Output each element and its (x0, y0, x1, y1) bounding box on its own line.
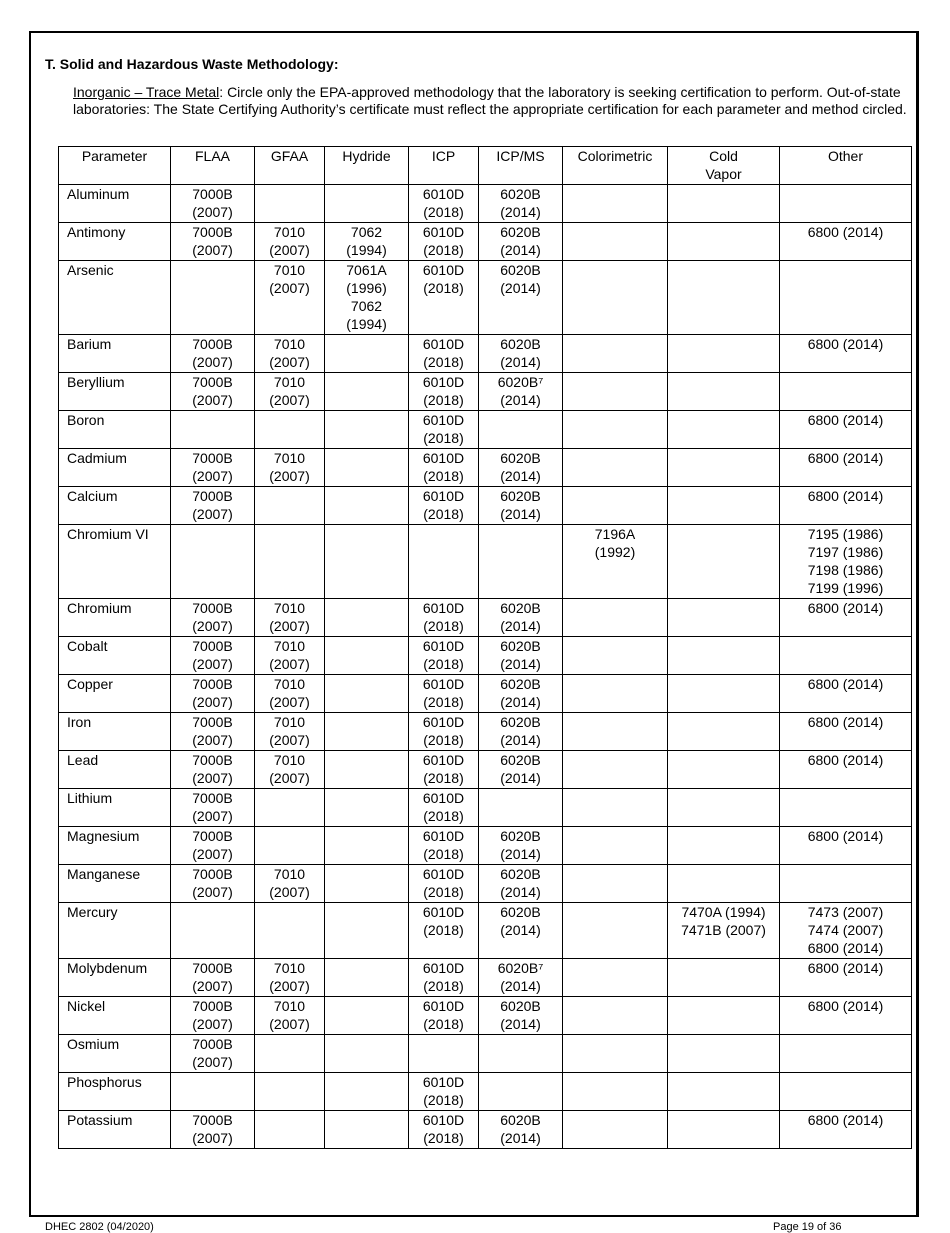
column-header: Hydride (325, 147, 409, 185)
method-cell: 6020B (2014) (479, 1111, 563, 1149)
method-cell (325, 675, 409, 713)
method-cell: 6020B (2014) (479, 827, 563, 865)
table-row (59, 185, 912, 223)
method-cell (563, 261, 668, 335)
method-cell (668, 865, 780, 903)
method-cell (563, 373, 668, 411)
method-cell (325, 525, 409, 599)
method-cell (325, 827, 409, 865)
method-cell (780, 789, 912, 827)
parameter-cell: Chromium VI (59, 525, 171, 599)
method-cell (668, 1111, 780, 1149)
method-cell (255, 1035, 325, 1073)
method-cell: 7000B (2007) (171, 637, 255, 675)
parameter-cell: Beryllium (59, 373, 171, 411)
table-row (59, 959, 912, 997)
method-cell (668, 599, 780, 637)
method-cell: 7473 (2007) 7474 (2007) 6800 (2014) (780, 903, 912, 959)
method-cell: 6010D (2018) (409, 599, 479, 637)
parameter-cell: Manganese (59, 865, 171, 903)
method-cell (409, 1035, 479, 1073)
method-cell (668, 675, 780, 713)
method-cell (668, 1035, 780, 1073)
method-cell: 6020B (2014) (479, 599, 563, 637)
method-cell (479, 411, 563, 449)
parameter-cell: Potassium (59, 1111, 171, 1149)
table-row (59, 1111, 912, 1149)
method-cell: 7000B (2007) (171, 675, 255, 713)
method-cell: 6010D (2018) (409, 713, 479, 751)
method-cell: 7062 (1994) (325, 223, 409, 261)
parameter-cell: Aluminum (59, 185, 171, 223)
method-cell (325, 903, 409, 959)
parameter-cell: Nickel (59, 997, 171, 1035)
method-cell (563, 903, 668, 959)
parameter-cell: Boron (59, 411, 171, 449)
table-row (59, 789, 912, 827)
method-cell (325, 411, 409, 449)
method-cell (563, 185, 668, 223)
method-cell: 7000B (2007) (171, 751, 255, 789)
method-cell (325, 997, 409, 1035)
method-cell: 6010D (2018) (409, 865, 479, 903)
method-cell: 7000B (2007) (171, 997, 255, 1035)
table-row (59, 865, 912, 903)
method-cell (325, 1073, 409, 1111)
column-header: Parameter (59, 147, 171, 185)
method-cell: 7000B (2007) (171, 1111, 255, 1149)
method-cell: 7000B (2007) (171, 1035, 255, 1073)
method-cell: 6010D (2018) (409, 449, 479, 487)
method-cell: 6800 (2014) (780, 1111, 912, 1149)
method-cell (563, 1073, 668, 1111)
parameter-cell: Phosphorus (59, 1073, 171, 1111)
method-cell: 6010D (2018) (409, 223, 479, 261)
method-cell: 7000B (2007) (171, 185, 255, 223)
column-header: ICP/MS (479, 147, 563, 185)
table-row (59, 637, 912, 675)
parameter-cell: Molybdenum (59, 959, 171, 997)
method-cell (325, 637, 409, 675)
table-row (59, 373, 912, 411)
method-cell: 7010 (2007) (255, 599, 325, 637)
method-cell: 6800 (2014) (780, 751, 912, 789)
method-cell (171, 903, 255, 959)
intro-text: : Circle only the EPA-approved methodology that the laboratory is seeking certification to perform. Out-of-state laboratories: The State Certifying Authority’s certificate must reflect the appropriate certification for each parameter and method circled. (73, 84, 907, 117)
method-cell: 6800 (2014) (780, 713, 912, 751)
method-cell (255, 827, 325, 865)
method-cell (668, 185, 780, 223)
method-cell (325, 713, 409, 751)
method-cell: 6800 (2014) (780, 675, 912, 713)
method-cell (780, 637, 912, 675)
table-row (59, 261, 912, 335)
method-cell: 6020B (2014) (479, 997, 563, 1035)
method-cell (563, 751, 668, 789)
method-cell (479, 1035, 563, 1073)
method-cell (668, 449, 780, 487)
method-cell (668, 525, 780, 599)
table-row (59, 675, 912, 713)
parameter-cell: Antimony (59, 223, 171, 261)
method-cell: 6010D (2018) (409, 1073, 479, 1111)
table-header-row (59, 147, 912, 185)
method-cell: 6010D (2018) (409, 185, 479, 223)
method-cell: 6020B (2014) (479, 335, 563, 373)
method-cell: 6020B (2014) (479, 449, 563, 487)
method-cell (668, 827, 780, 865)
method-cell: 7010 (2007) (255, 751, 325, 789)
method-cell (668, 487, 780, 525)
table-row (59, 599, 912, 637)
table-body (59, 185, 912, 1149)
method-cell: 7000B (2007) (171, 713, 255, 751)
method-cell (255, 1073, 325, 1111)
column-header: Cold Vapor (668, 147, 780, 185)
method-cell: 6020B (2014) (479, 713, 563, 751)
method-cell (563, 449, 668, 487)
method-cell: 6010D (2018) (409, 487, 479, 525)
method-cell (325, 449, 409, 487)
method-cell: 6010D (2018) (409, 959, 479, 997)
method-cell (668, 223, 780, 261)
method-cell: 7000B (2007) (171, 223, 255, 261)
method-cell: 7000B (2007) (171, 449, 255, 487)
method-cell (325, 1035, 409, 1073)
method-cell (171, 1073, 255, 1111)
method-cell: 6020B (2014) (479, 751, 563, 789)
method-cell (325, 789, 409, 827)
method-cell (563, 865, 668, 903)
method-cell (171, 411, 255, 449)
method-cell: 6010D (2018) (409, 335, 479, 373)
method-cell (563, 599, 668, 637)
method-cell: 6800 (2014) (780, 449, 912, 487)
method-cell: 6010D (2018) (409, 903, 479, 959)
method-cell: 6010D (2018) (409, 261, 479, 335)
method-cell: 6020B (2014) (479, 675, 563, 713)
method-cell: 7000B (2007) (171, 959, 255, 997)
table-row (59, 1073, 912, 1111)
method-cell (668, 373, 780, 411)
method-cell (563, 487, 668, 525)
method-cell (668, 411, 780, 449)
method-cell: 7010 (2007) (255, 335, 325, 373)
method-cell: 6010D (2018) (409, 675, 479, 713)
method-cell (668, 713, 780, 751)
method-cell: 7010 (2007) (255, 637, 325, 675)
method-cell (563, 223, 668, 261)
method-cell: 7000B (2007) (171, 599, 255, 637)
method-cell (325, 865, 409, 903)
method-cell: 7000B (2007) (171, 789, 255, 827)
method-cell (563, 675, 668, 713)
method-cell (563, 827, 668, 865)
parameter-cell: Calcium (59, 487, 171, 525)
method-cell: 6010D (2018) (409, 997, 479, 1035)
method-cell: 7196A (1992) (563, 525, 668, 599)
method-cell: 6020B (2014) (479, 261, 563, 335)
parameter-cell: Magnesium (59, 827, 171, 865)
method-cell: 7000B (2007) (171, 827, 255, 865)
column-header: ICP (409, 147, 479, 185)
method-cell: 6020B (2014) (479, 865, 563, 903)
method-cell (563, 789, 668, 827)
parameter-cell: Cobalt (59, 637, 171, 675)
method-cell (780, 1035, 912, 1073)
method-cell: 7061A (1996) 7062 (1994) (325, 261, 409, 335)
method-cell (255, 789, 325, 827)
method-cell: 7010 (2007) (255, 959, 325, 997)
method-cell (325, 1111, 409, 1149)
method-cell: 6010D (2018) (409, 751, 479, 789)
page-number: Page 19 of 36 (773, 1221, 842, 1233)
method-cell: 6800 (2014) (780, 487, 912, 525)
section-title: T. Solid and Hazardous Waste Methodology: (45, 56, 339, 72)
method-cell (780, 373, 912, 411)
method-cell (325, 487, 409, 525)
method-cell: 6800 (2014) (780, 599, 912, 637)
table-row (59, 827, 912, 865)
table-row (59, 751, 912, 789)
column-header: Other (780, 147, 912, 185)
method-cell: 6010D (2018) (409, 637, 479, 675)
method-cell: 6010D (2018) (409, 1111, 479, 1149)
method-cell (325, 751, 409, 789)
method-cell: 6800 (2014) (780, 827, 912, 865)
table-row (59, 713, 912, 751)
column-header: GFAA (255, 147, 325, 185)
method-cell: 6800 (2014) (780, 335, 912, 373)
method-cell: 7010 (2007) (255, 223, 325, 261)
intro-paragraph (73, 84, 913, 118)
method-cell: 6020B (2014) (479, 487, 563, 525)
method-cell (668, 751, 780, 789)
parameter-cell: Copper (59, 675, 171, 713)
table-row (59, 903, 912, 959)
method-cell (479, 525, 563, 599)
method-cell (255, 185, 325, 223)
parameter-cell: Cadmium (59, 449, 171, 487)
table-row (59, 335, 912, 373)
method-cell: 7195 (1986) 7197 (1986) 7198 (1986) 7199 (1996) (780, 525, 912, 599)
method-cell (409, 525, 479, 599)
method-cell (668, 261, 780, 335)
method-cell: 7010 (2007) (255, 261, 325, 335)
method-cell: 6800 (2014) (780, 411, 912, 449)
method-cell (479, 789, 563, 827)
method-cell: 6010D (2018) (409, 827, 479, 865)
table-row (59, 411, 912, 449)
method-cell: 7010 (2007) (255, 713, 325, 751)
parameter-cell: Iron (59, 713, 171, 751)
intro-label: Inorganic – Trace Metal (73, 84, 220, 100)
method-cell (563, 1111, 668, 1149)
method-cell: 7000B (2007) (171, 373, 255, 411)
method-cell (668, 789, 780, 827)
method-cell (563, 335, 668, 373)
method-cell (325, 373, 409, 411)
method-cell: 7000B (2007) (171, 487, 255, 525)
form-id: DHEC 2802 (04/2020) (45, 1221, 154, 1233)
method-cell: 7000B (2007) (171, 865, 255, 903)
method-cell: 6800 (2014) (780, 997, 912, 1035)
method-cell (255, 487, 325, 525)
method-cell (563, 411, 668, 449)
method-cell: 6010D (2018) (409, 411, 479, 449)
table-row (59, 223, 912, 261)
parameter-cell: Lead (59, 751, 171, 789)
method-cell: 6020B (2014) (479, 903, 563, 959)
method-cell (668, 997, 780, 1035)
method-cell (563, 1035, 668, 1073)
method-cell (325, 185, 409, 223)
method-cell: 7010 (2007) (255, 997, 325, 1035)
method-cell: 7470A (1994) 7471B (2007) (668, 903, 780, 959)
table-row (59, 997, 912, 1035)
column-header: FLAA (171, 147, 255, 185)
method-cell (255, 1111, 325, 1149)
methodology-table (58, 146, 912, 1149)
parameter-cell: Arsenic (59, 261, 171, 335)
table-row (59, 525, 912, 599)
parameter-cell: Osmium (59, 1035, 171, 1073)
method-cell (780, 865, 912, 903)
method-cell: 7010 (2007) (255, 865, 325, 903)
method-cell: 6010D (2018) (409, 789, 479, 827)
method-cell (171, 525, 255, 599)
method-cell: 6020B⁷ (2014) (479, 959, 563, 997)
method-cell: 7000B (2007) (171, 335, 255, 373)
method-cell: 7010 (2007) (255, 675, 325, 713)
method-cell (255, 525, 325, 599)
table-row (59, 449, 912, 487)
method-cell (563, 997, 668, 1035)
method-cell (780, 185, 912, 223)
table-row (59, 1035, 912, 1073)
method-cell: 7010 (2007) (255, 449, 325, 487)
method-cell: 6020B (2014) (479, 185, 563, 223)
parameter-cell: Mercury (59, 903, 171, 959)
method-cell (668, 1073, 780, 1111)
method-cell: 6020B⁷ (2014) (479, 373, 563, 411)
method-cell (780, 1073, 912, 1111)
method-cell: 6020B (2014) (479, 223, 563, 261)
method-cell (325, 335, 409, 373)
parameter-cell: Chromium (59, 599, 171, 637)
method-cell: 6010D (2018) (409, 373, 479, 411)
method-cell: 6020B (2014) (479, 637, 563, 675)
method-cell (255, 903, 325, 959)
method-cell (325, 599, 409, 637)
parameter-cell: Lithium (59, 789, 171, 827)
method-cell: 7010 (2007) (255, 373, 325, 411)
method-cell: 6800 (2014) (780, 223, 912, 261)
method-cell (171, 261, 255, 335)
table-row (59, 487, 912, 525)
method-cell (325, 959, 409, 997)
method-cell (563, 713, 668, 751)
method-cell (563, 637, 668, 675)
method-cell (563, 959, 668, 997)
method-cell (255, 411, 325, 449)
method-cell (668, 959, 780, 997)
method-cell (780, 261, 912, 335)
method-cell: 6800 (2014) (780, 959, 912, 997)
method-cell (479, 1073, 563, 1111)
column-header: Colorimetric (563, 147, 668, 185)
method-cell (668, 637, 780, 675)
method-cell (668, 335, 780, 373)
parameter-cell: Barium (59, 335, 171, 373)
